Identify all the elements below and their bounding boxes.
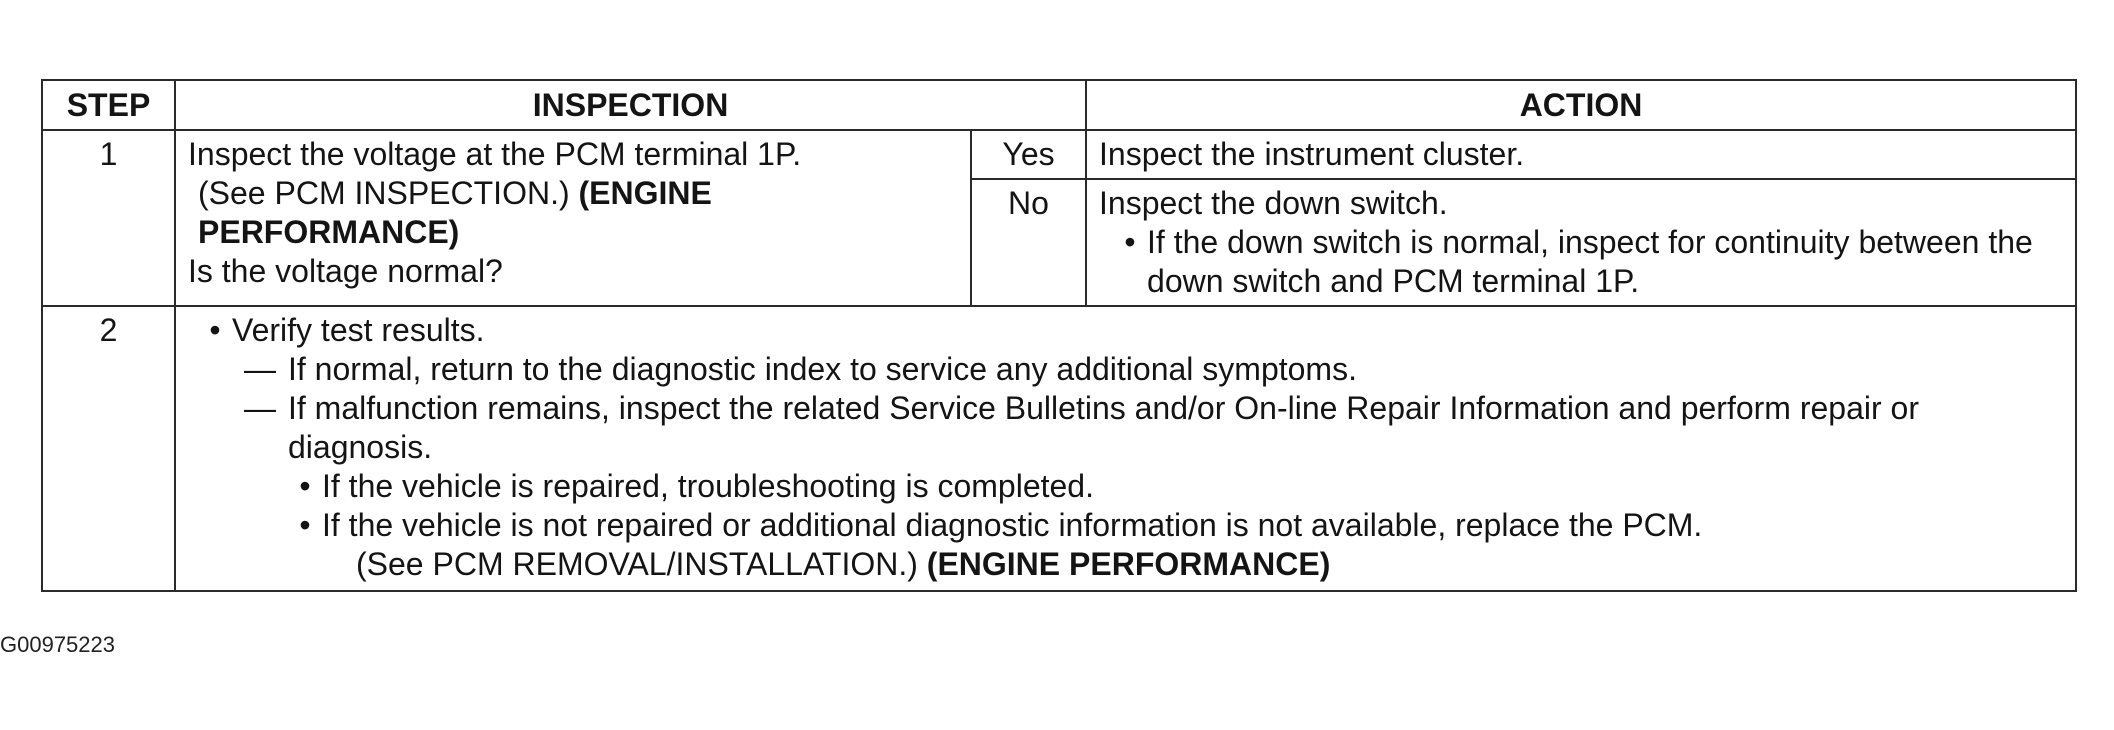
removal-section: (ENGINE PERFORMANCE): [926, 546, 1331, 582]
inspection-reference: [188, 174, 958, 252]
diagnostic-table: [41, 79, 2077, 592]
list-item: [1099, 223, 2063, 301]
verify-text: Verify test results.: [232, 312, 485, 348]
figure-id: G00975223: [0, 632, 115, 657]
removal-reference: [188, 545, 2063, 584]
header-inspection: INSPECTION: [175, 80, 1086, 130]
list-item: [188, 350, 2063, 389]
inspection-section: (ENGINE PERFORMANCE): [198, 175, 712, 250]
table-row: [42, 130, 2076, 179]
yes-action: Inspect the instrument cluster.: [1086, 130, 2076, 179]
bullet-icon: •: [299, 507, 311, 543]
list-item: [188, 311, 2063, 350]
bullet-icon: •: [1124, 224, 1136, 260]
step-number: 1: [42, 130, 175, 306]
step2-cell: [175, 306, 2076, 591]
header-action: ACTION: [1086, 80, 2076, 130]
list-item: [188, 467, 2063, 506]
inspection-question: Is the voltage normal?: [188, 253, 503, 289]
no-action-cell: [1086, 179, 2076, 306]
malfunction-text: If malfunction remains, inspect the related Service Bulletins and/or On-line Repair Information and perform repair or diagnosis.: [288, 390, 1919, 465]
step-number: 2: [42, 306, 175, 591]
bullet-icon: •: [209, 312, 221, 348]
list-item: [188, 389, 2063, 467]
list-item: [188, 506, 2063, 545]
dash-icon: —: [244, 351, 276, 387]
bullet-icon: •: [299, 468, 311, 504]
not-repaired-text: If the vehicle is not repaired or additional diagnostic information is not available, replace the PCM.: [322, 507, 1703, 543]
table-row: [42, 306, 2076, 591]
header-step: STEP: [42, 80, 175, 130]
dash-icon: —: [244, 390, 276, 426]
table-header-row: [42, 80, 2076, 130]
yes-label: Yes: [971, 130, 1086, 179]
no-action-bullet: If the down switch is normal, inspect for continuity between the down switch and PCM terminal 1P.: [1147, 224, 2033, 299]
no-label: No: [971, 179, 1086, 306]
inspection-see: (See PCM INSPECTION.): [198, 175, 570, 211]
repaired-text: If the vehicle is repaired, troubleshooting is completed.: [322, 468, 1094, 504]
inspection-cell: [175, 130, 971, 306]
normal-text: If normal, return to the diagnostic index to service any additional symptoms.: [288, 351, 1357, 387]
inspection-text: Inspect the voltage at the PCM terminal 1P.: [188, 136, 802, 172]
removal-see: (See PCM REMOVAL/INSTALLATION.): [356, 546, 918, 582]
no-action: Inspect the down switch.: [1099, 185, 1448, 221]
